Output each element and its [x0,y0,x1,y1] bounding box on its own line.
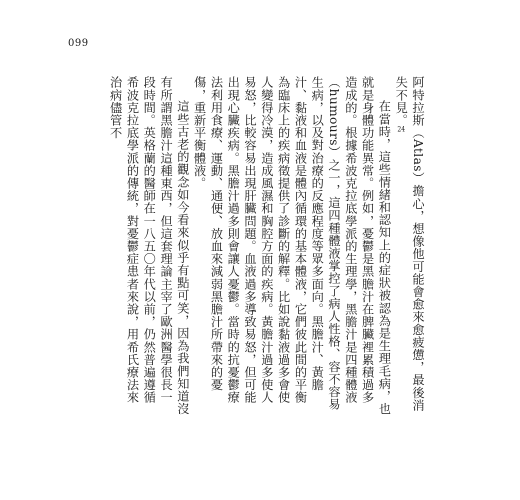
body-text [107,76,426,416]
page-number: 099 [68,38,89,49]
footnote-marker: 24 [397,126,406,134]
paragraph-p3 [107,76,191,416]
paragraph-text: 阿特拉斯（Atlas）擔心，想像他可能會愈來愈疲憊，最後消失不見。 [394,76,425,412]
paragraph-p2 [191,76,393,416]
paragraph-text: 這些古老的觀念如今看來似乎有點可笑，因為我們知道沒有所謂黑膽汁這種東西，但這套理論主宰了歐洲醫學很長一段時間。英格蘭的醫師在一八五〇年代以前，仍然普遍遵循希波克拉底學派的傳統，對憂鬱症患者來說，用希氏療法來治病儘管不 [108,76,190,416]
paragraph-p1 [392,76,426,416]
paragraph-text: 在當時，這些情緒和認知上的症狀被認為是生理毛病，也就是身體功能異常。例如，憂鬱是黑膽汁在脾臟裡累積過多造成的。根據希波克拉底學派的生理學，黑膽汁是四種體液（humours）之一，這四種體液掌控了病人性格、容不容易生病，以及對治療的反應程度等眾多面向。黑膽汁、黃膽汁、黏液和血液是體內循環的基本體液，它們彼此間的平衡為臨床上的疾病徵提供了診斷的解釋。比如說黏液過多會使人變得冷漠，造成風濕和胸腔方面的疾病。黃膽汁過多使人易怒，比較容易出現肝臟問題。血液過多導致易怒，但可能出現心臟疾病。黑膽汁過多則會讓人憂鬱。當時的抗憂鬱療法利用食療、運動、通便、放血來減弱黑膽汁所帶來的憂傷，重新平衡體液。 [192,76,392,416]
